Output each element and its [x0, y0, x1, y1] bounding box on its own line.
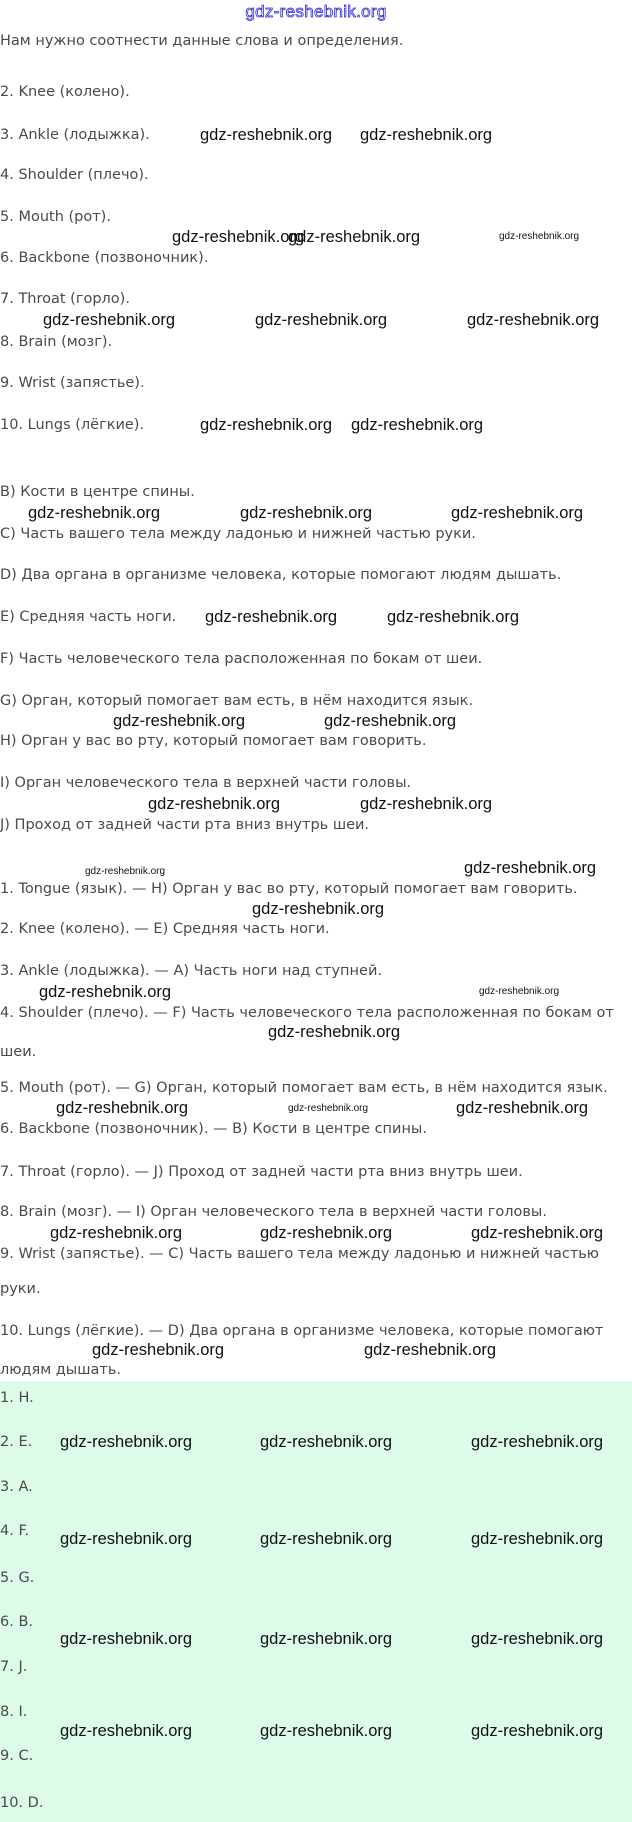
watermark-text: gdz-reshebnik.org [205, 608, 338, 626]
watermark-text: gdz-reshebnik.org [60, 1630, 193, 1648]
watermark-text: gdz-reshebnik.org [260, 1224, 393, 1242]
watermark-text: gdz-reshebnik.org [85, 866, 166, 877]
watermark-text: gdz-reshebnik.org [471, 1722, 604, 1740]
word-item: 5. Mouth (рот). [0, 209, 111, 225]
match-item: 8. Brain (мозг). — I) Орган человеческого тела в верхней части головы. [0, 1204, 547, 1220]
watermark-text: gdz-reshebnik.org [456, 1099, 589, 1117]
definition-item: B) Кости в центре спины. [0, 484, 195, 500]
answer-item: 1. H. [0, 1390, 34, 1406]
watermark-text: gdz-reshebnik.org [467, 311, 600, 329]
match-item: 10. Lungs (лёгкие). — D) Два органа в организме человека, которые помогают [0, 1323, 604, 1339]
match-item: 1. Tongue (язык). — H) Орган у вас во рту, который помогает вам говорить. [0, 881, 578, 897]
answer-item: 6. B. [0, 1614, 34, 1630]
watermark-text: gdz-reshebnik.org [268, 1023, 401, 1041]
definition-item: I) Орган человеческого тела в верхней части головы. [0, 775, 412, 791]
answer-item: 9. C. [0, 1748, 34, 1764]
watermark-text: gdz-reshebnik.org [113, 712, 246, 730]
watermark-text: gdz-reshebnik.org [60, 1722, 193, 1740]
word-item: 9. Wrist (запястье). [0, 375, 145, 391]
watermark-text: gdz-reshebnik.org [148, 795, 281, 813]
watermark-text: gdz-reshebnik.org [471, 1530, 604, 1548]
watermark-text: gdz-reshebnik.org [43, 311, 176, 329]
definition-item: H) Орган у вас во рту, который помогает вам говорить. [0, 733, 427, 749]
definition-item: J) Проход от задней части рта вниз внутрь шеи. [0, 817, 370, 833]
word-item: 7. Throat (горло). [0, 291, 130, 307]
word-item: 10. Lungs (лёгкие). [0, 417, 145, 433]
watermark-text: gdz-reshebnik.org [471, 1224, 604, 1242]
definition-item: G) Орган, который помогает вам есть, в нём находится язык. [0, 693, 474, 709]
watermark-text: gdz-reshebnik.org [260, 1722, 393, 1740]
match-item: шеи. [0, 1044, 37, 1060]
watermark-text: gdz-reshebnik.org [260, 1433, 393, 1451]
match-item: 3. Ankle (лодыжка). — A) Часть ноги над ступней. [0, 963, 382, 979]
word-item: 6. Backbone (позвоночник). [0, 250, 209, 266]
intro-text: Нам нужно соотнести данные слова и определения. [0, 33, 404, 49]
answer-item: 8. I. [0, 1704, 28, 1720]
watermark-text: gdz-reshebnik.org [60, 1530, 193, 1548]
match-item: 7. Throat (горло). — J) Проход от задней части рта вниз внутрь шеи. [0, 1164, 523, 1180]
watermark-text: gdz-reshebnik.org [200, 416, 333, 434]
watermark-text: gdz-reshebnik.org [39, 983, 172, 1001]
watermark-text: gdz-reshebnik.org [172, 228, 305, 246]
watermark-text: gdz-reshebnik.org [471, 1630, 604, 1648]
match-item: людям дышать. [0, 1362, 121, 1378]
watermark-text: gdz-reshebnik.org [28, 504, 161, 522]
match-item: 9. Wrist (запястье). — C) Часть вашего тела между ладонью и нижней частью [0, 1246, 600, 1262]
match-item: руки. [0, 1281, 41, 1297]
match-item: 4. Shoulder (плечо). — F) Часть человеческого тела расположенная по бокам от [0, 1005, 614, 1021]
watermark-text: gdz-reshebnik.org [387, 608, 520, 626]
answer-item: 3. A. [0, 1479, 33, 1495]
watermark-text: gdz-reshebnik.org [56, 1099, 189, 1117]
watermark-text: gdz-reshebnik.org [324, 712, 457, 730]
site-watermark-logo: gdz-reshebnik.org [245, 2, 387, 21]
answer-item: 5. G. [0, 1570, 35, 1586]
watermark-text: gdz-reshebnik.org [451, 504, 584, 522]
word-item: 2. Knee (колено). [0, 84, 130, 100]
word-item: 3. Ankle (лодыжка). [0, 127, 150, 143]
answer-item: 2. E. [0, 1434, 33, 1450]
definition-item: D) Два органа в организме человека, которые помогают людям дышать. [0, 567, 562, 583]
match-item: 6. Backbone (позвоночник). — B) Кости в центре спины. [0, 1121, 427, 1137]
answer-item: 10. D. [0, 1795, 44, 1811]
watermark-text: gdz-reshebnik.org [200, 126, 333, 144]
match-item: 2. Knee (колено). — E) Средняя часть ноги. [0, 921, 330, 937]
watermark-text: gdz-reshebnik.org [60, 1433, 193, 1451]
watermark-text: gdz-reshebnik.org [288, 228, 421, 246]
word-item: 4. Shoulder (плечо). [0, 167, 149, 183]
definition-item: F) Часть человеческого тела расположенная по бокам от шеи. [0, 651, 483, 667]
watermark-text: gdz-reshebnik.org [288, 1103, 369, 1114]
watermark-text: gdz-reshebnik.org [364, 1341, 497, 1359]
watermark-text: gdz-reshebnik.org [50, 1224, 183, 1242]
watermark-text: gdz-reshebnik.org [471, 1433, 604, 1451]
watermark-text: gdz-reshebnik.org [360, 126, 493, 144]
watermark-text: gdz-reshebnik.org [255, 311, 388, 329]
match-item: 5. Mouth (рот). — G) Орган, который помогает вам есть, в нём находится язык. [0, 1080, 608, 1096]
watermark-text: gdz-reshebnik.org [360, 795, 493, 813]
watermark-text: gdz-reshebnik.org [479, 986, 560, 997]
definition-item: E) Средняя часть ноги. [0, 609, 177, 625]
answer-item: 4. F. [0, 1523, 30, 1539]
word-item: 8. Brain (мозг). [0, 334, 113, 350]
watermark-text: gdz-reshebnik.org [499, 231, 580, 242]
watermark-text: gdz-reshebnik.org [260, 1530, 393, 1548]
watermark-text: gdz-reshebnik.org [464, 859, 597, 877]
answer-item: 7. J. [0, 1659, 28, 1675]
watermark-text: gdz-reshebnik.org [252, 900, 385, 918]
watermark-text: gdz-reshebnik.org [92, 1341, 225, 1359]
watermark-text: gdz-reshebnik.org [260, 1630, 393, 1648]
watermark-text: gdz-reshebnik.org [240, 504, 373, 522]
definition-item: C) Часть вашего тела между ладонью и нижней частью руки. [0, 526, 476, 542]
watermark-text: gdz-reshebnik.org [351, 416, 484, 434]
